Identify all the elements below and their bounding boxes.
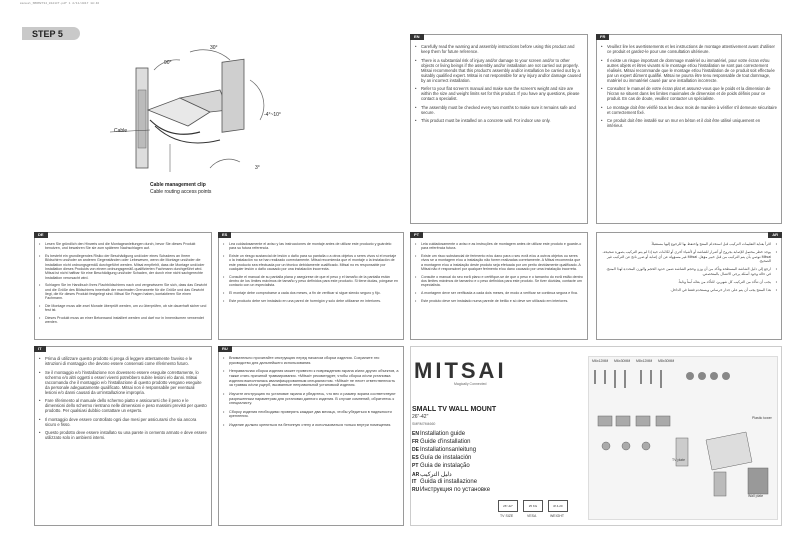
angle-bottom-label: 3°	[255, 165, 260, 171]
ar-item: • يوجد خطر محتمل للإصابة بجروح أو أضرار للشاشة أو لأشياء أخرى أو لكائنات حية إذا لم يتم التركيب بصورة صحيحة. Mitsai توصي بأن يتم التركيب من قبل خبير مؤهل. Mitsai غير مسؤولة عن أي إصابة أو ضرر ناتج عن التركيب غير الصحيح.	[601, 250, 777, 264]
pt-item: • Este produto deve ser instalado numa parede de betão e só deve ser utilizado em interiores.	[415, 299, 583, 303]
en-item: • Carefully read the warning and assembly instructions before using this product and keep them for future reference.	[415, 44, 583, 54]
es-item: • Lea cuidadosamente el aviso y las instrucciones de montaje antes de utilizar este producto y guárdelo para su futura referencia.	[223, 242, 399, 251]
part-label: Wall plate	[748, 494, 764, 498]
ru-item: • Неправильная сборка изделия может привести к повреждению экрана и/или других объектов, а также стать причиной травмирования. «Mitsai» рекомендует, чтобы сборка и/или установка изделия выполнялась квалифицированным специалистом. «Mitsai» не несет ответственность за травмы и/или ущерб, вызванные неправильной установкой изделия.	[223, 369, 399, 388]
screws-illustration	[590, 366, 770, 396]
lang-tag-ar: AR	[768, 232, 782, 238]
lang-code: AR	[412, 472, 420, 478]
lang-tag-en: EN	[410, 34, 424, 40]
lang-tag-de: DE	[34, 232, 48, 238]
vesa-badge: Ø 4-20	[548, 500, 568, 512]
de-item: • Schlagen Sie im Handbuch Ihres Flachbildschirms nach und vergewissern Sie sich, dass das Gewicht und die Größe des Bildschirms innerhalb der maximalen Grenzwerte für die Größe und das Gewicht liegt, die für dieses Produkt festgelegt sind. Mitsai Sie Fragen haben, kontaktieren Sie einen Fachmann.	[39, 283, 207, 300]
brand-tagline: Magically Connected	[454, 382, 487, 386]
section-it	[34, 346, 212, 526]
lang-line	[412, 487, 490, 493]
de-item: • Es besteht ein grundlegendes Risiko der Beschädigung und/oder eines Schadens an Ihrem Bildschirm und/oder an anderen Gegenständen oder Lebewesen, wenn die Montage und/oder die Installation nicht ordnungsgemäß durchgeführt werden. Mitsai empfiehlt, dass die Montage und/oder Installation dieses Produkts von einem ordnungsgemäß qualifizierten Fachmann durchgeführt wird. Mitsai ist nicht haftbar für eine Beschädigung und/oder Schaden, der durch eine nicht sachgerechte Installation verursacht wird.	[39, 254, 207, 280]
es-item: • El montaje debe comprobarse a cada dos meses, a fin de verificar si sigue siendo seguro y fijo.	[223, 291, 399, 295]
lang-code: PT	[412, 463, 419, 469]
part-label: M6x30MM	[614, 359, 631, 363]
part-label: M8x12MM	[636, 359, 653, 363]
cable-label: Cable	[114, 128, 128, 134]
section-es	[218, 232, 404, 340]
ru-item: • Изучите инструкцию по установке экрана и убедитесь, что вес и размер экрана соответствуют разрешенным параметрам для установки данного изделия. В случае сомнений, обратитесь к специалисту.	[223, 392, 399, 406]
print-header: manual_SMRM2734_0121CT.pdf 1 2/11/2017 18:46	[20, 2, 100, 5]
section-ru	[218, 346, 404, 526]
lang-line	[412, 463, 470, 469]
de-item: • Lesen Sie gründlich den Hinweis und die Montageanleitungen durch, bevor Sie dieses Produkt benutzen, und bewahren Sie sie zum späteren Nachschlagen auf.	[39, 242, 207, 251]
brand-logo: MITSAI	[414, 358, 507, 383]
lang-tag-pt: PT	[410, 232, 423, 238]
it-item: • Questo prodotto deve essere installato su una parete in cemento armato e deve essere utilizzato solo in ambienti interni.	[39, 430, 207, 440]
section-de	[34, 232, 212, 340]
part-label: Plastic tower	[752, 416, 772, 420]
tv-plate-shape	[222, 59, 244, 132]
badge-caption: VESA	[527, 514, 537, 518]
lang-label: دليل التركيب	[420, 472, 452, 478]
ru-item: • Сборку изделия необходимо проверять каждые два месяца, чтобы убедиться в надежности крепления.	[223, 410, 399, 420]
ar-item: • يجب أن تتأكد من التركيب كل شهرين، للتأكد من بقائه آمناً وثابتاً.	[601, 280, 777, 285]
section-ar	[596, 232, 782, 340]
badge-caption: WEIGHT	[550, 514, 564, 518]
fr-item: • Il existe un risque important de dommage matériel ou immatériel, pour votre écran et/ou autres objets et êtres vivants si le montage et/ou l'installation ne sont pas correctement réalisés. Mitsai recommande que le montage et/ou l'installation de ce produit soit effectuée par un expert dûment qualifié. Mitsai ne pourra être tenu responsable de tout dommage, matériel ou immatériel causé par une installation incorrecte.	[601, 58, 777, 83]
part-label: M6x12MM	[592, 359, 609, 363]
pt-item: • A montagem deve ser verificada a cada dois meses, de modo a verificar se continua segura e fixa.	[415, 291, 583, 295]
lang-code: RU	[412, 487, 420, 493]
ru-item: • Внимательно прочитайте инструкцию перед началом сборки изделия. Сохраните это руководство для дальнейшего использования.	[223, 356, 399, 366]
angle-top-label: 30°	[210, 45, 218, 51]
lang-code: IT	[412, 479, 417, 485]
ar-item: • اقرأ بعناية التعليمات التركيب قبل استخدام المنتج واحتفظ بها للرجوع إليها مستقبلاً.	[601, 242, 777, 247]
section-fr	[596, 34, 782, 224]
angle-left-label: 90°	[164, 60, 172, 66]
wall-mount-diagram	[110, 40, 300, 180]
lang-line	[412, 471, 452, 478]
part-label: TV plate	[672, 458, 686, 462]
size-range: 26"-42"	[412, 414, 429, 420]
lang-label: Guida di installazione	[420, 479, 478, 485]
model-number: SMRM7M4660	[412, 422, 436, 426]
lang-label: Guia de instalação	[420, 463, 470, 469]
caption-clip: Cable management clip	[150, 182, 206, 188]
en-item: • This product must be installed on a concrete wall. For indoor use only.	[415, 118, 583, 123]
it-item: • Se il montaggio e/o l'installazione non dovessero essere eseguite correttamente, lo schermo e/o altri oggetti o esseri viventi potrebbero subire lesioni e/o danni. Mitsai raccomanda che il montaggio e/o l'installazione di questo prodotto vengano eseguite da personale adeguatamente qualificato. Mitsai non è responsabile per eventuali lesioni e/o danni causati da un'installazione impropria.	[39, 370, 207, 395]
tv-size-badge: 26"-42"	[498, 500, 518, 512]
it-item: • Il montaggio deve essere controllato ogni due mesi per assicurarsi che sia ancora sicuro e fisso.	[39, 417, 207, 427]
pt-item: • Leia cuidadosamente o aviso e as instruções de montagem antes de utilizar este produto e guarde-o para referência futura.	[415, 242, 583, 251]
lang-tag-it: IT	[34, 346, 46, 352]
it-item: • Prima di utilizzare questo prodotto si prega di leggere attentamente l'avviso e le istruzioni di montaggio che devono essere conservati come riferimento futuro.	[39, 356, 207, 366]
pt-item: • Existe um risco substancial de ferimento e/ou dano para o seu ecrã e/ou a outros objetos ou seres vivos se a montagem e/ou a instalação não forem realizadas corretamente. A Mitsai recomenda que a montagem e/ou a instalação deste produto seja efetuada por um perito devidamente qualificado. A Mitsai não é responsável por qualquer ferimento e/ou dano causado por uma instalação incorreta.	[415, 254, 583, 271]
de-item: • Dieses Produkt muss an einer Betonwand installiert werden und darf nur in Innenräumen verwendet werden.	[39, 316, 207, 325]
lang-line	[412, 447, 476, 453]
lang-code: ES	[412, 455, 419, 461]
it-item: • Fare riferimento al manuale dello schermo piatto e assicurarsi che il peso e le dimensioni dello schermo rientrano nelle dimensioni e peso massimi previsti per questo prodotto. Per qualsiasi dubbio contattare un esperto.	[39, 398, 207, 413]
pt-item: • Consulte o manual do seu ecrã plano e certifique-se de que o peso e o tamanho do ecrã estão dentro dos limites máximos de tamanho e o peso definidos para este produto. Se tiver dúvidas, contacte um especialista.	[415, 275, 583, 288]
lang-label: Guía de instalación	[420, 455, 472, 461]
badge-caption: TV SIZE	[500, 514, 514, 518]
lang-label: Installationsanleitung	[420, 447, 477, 453]
en-item: • The assembly must be checked every two months to make sure it remains safe and secure.	[415, 105, 583, 115]
lang-label: Инструкция по установке	[420, 487, 491, 493]
lang-label: Installation guide	[420, 431, 466, 437]
es-item: • Este producto debe ser instalado en una pared de hormigón y solo debe utilizarse en interiores.	[223, 299, 399, 303]
lang-line	[412, 439, 471, 445]
ar-item: • هذا المنتج يجب أن يتم على جدار خرساني ويستخدم فقط في الداخل.	[601, 288, 777, 293]
caption-routing: Cable routing access points	[150, 189, 212, 195]
section-pt	[410, 232, 588, 340]
angle-right-label: -4°~10°	[264, 112, 281, 118]
lang-line	[412, 479, 477, 485]
lang-code: EN	[412, 431, 419, 437]
lang-line	[412, 455, 471, 461]
lang-code: DE	[412, 447, 419, 453]
fr-item: • Consultez le manuel de votre écran plat et assurez-vous que le poids et la dimension de l'écran se situent dans les limites maximales de dimension et de poids définis pour ce produit. En cas de doute, veuillez contacter un spécialiste.	[601, 86, 777, 101]
lang-line	[412, 431, 465, 437]
es-item: • Consulte el manual de su pantalla plana y asegúrese de que el peso y el tamaño de la pantalla están dentro de los límites máximos de tamaño y peso definidos para este producto. Si tiene dudas, póngase en contacto con un especialista.	[223, 275, 399, 288]
product-title: SMALL TV WALL MOUNT	[412, 406, 497, 413]
de-item: • Die Montage muss alle zwei Monate überprüft werden, um zu überprüfen, ob sie dauerhaft sicher und fest ist.	[39, 304, 207, 313]
lang-code: FR	[412, 439, 419, 445]
fr-item: • Le montage doit être vérifié tous les deux mois de manière à vérifier s'il demeure sécuritaire et correctement fixé.	[601, 105, 777, 115]
part-label: M8x30MM	[658, 359, 675, 363]
lang-tag-es: ES	[218, 232, 231, 238]
plates-illustration	[596, 410, 776, 505]
section-en	[410, 34, 588, 224]
lang-label: Guide d'installation	[420, 439, 471, 445]
lang-tag-ru: RU	[218, 346, 232, 352]
en-item: • There is a substantial risk of injury and/or damage to your screen and/or to other objects or living beings if the assembly and/or installation are not carried out properly. Mitsai recommends that this product's assembly and/or installation be carried out by a suitably qualified expert. Mitsai is not responsible for any injury and/or damage caused by an incorrect installation.	[415, 58, 583, 83]
fr-item: • Ce produit doit être installé sur un mur en béton et il doit être utilisé uniquement en intérieur.	[601, 118, 777, 128]
step-label: STEP 5	[22, 27, 80, 40]
weight-badge: 25 KG	[523, 500, 543, 512]
ar-item: • ارجع إلى دليل الشاشة المسطحة وتأكد من أن وزن وحجم الشاشة ضمن حدود الحجم والوزن المحددة لهذا المنتج. في حالة وجود أسئلة يرجى الاتصال بالمتخصص.	[601, 267, 777, 276]
ru-item: • Изделие должно крепиться на бетонную стену и использоваться только внутри помещения.	[223, 423, 399, 428]
lang-tag-fr: FR	[596, 34, 609, 40]
fr-item: • Veuillez lire les avertissements et les instructions de montage attentivement avant d'utiliser ce produit et gardez-le pour une consultation ultérieure.	[601, 44, 777, 54]
en-item: • Refer to your flat screen's manual and make sure the screen's weight and size are within the size and weight limits set for this product. If you have any questions, please contact a specialist.	[415, 86, 583, 101]
es-item: • Existe un riesgo sustancial de lesión o daño para su pantalla o a otros objetos o seres vivos si el montaje o la instalación no se han realizado correctamente. Mitsai recomienda que el montaje o la instalación de este producto sea efectuada por un técnico debidamente cualificado. Mitsai no es responsable por cualquier lesión o daño causado por una instalación incorrecta.	[223, 254, 399, 271]
